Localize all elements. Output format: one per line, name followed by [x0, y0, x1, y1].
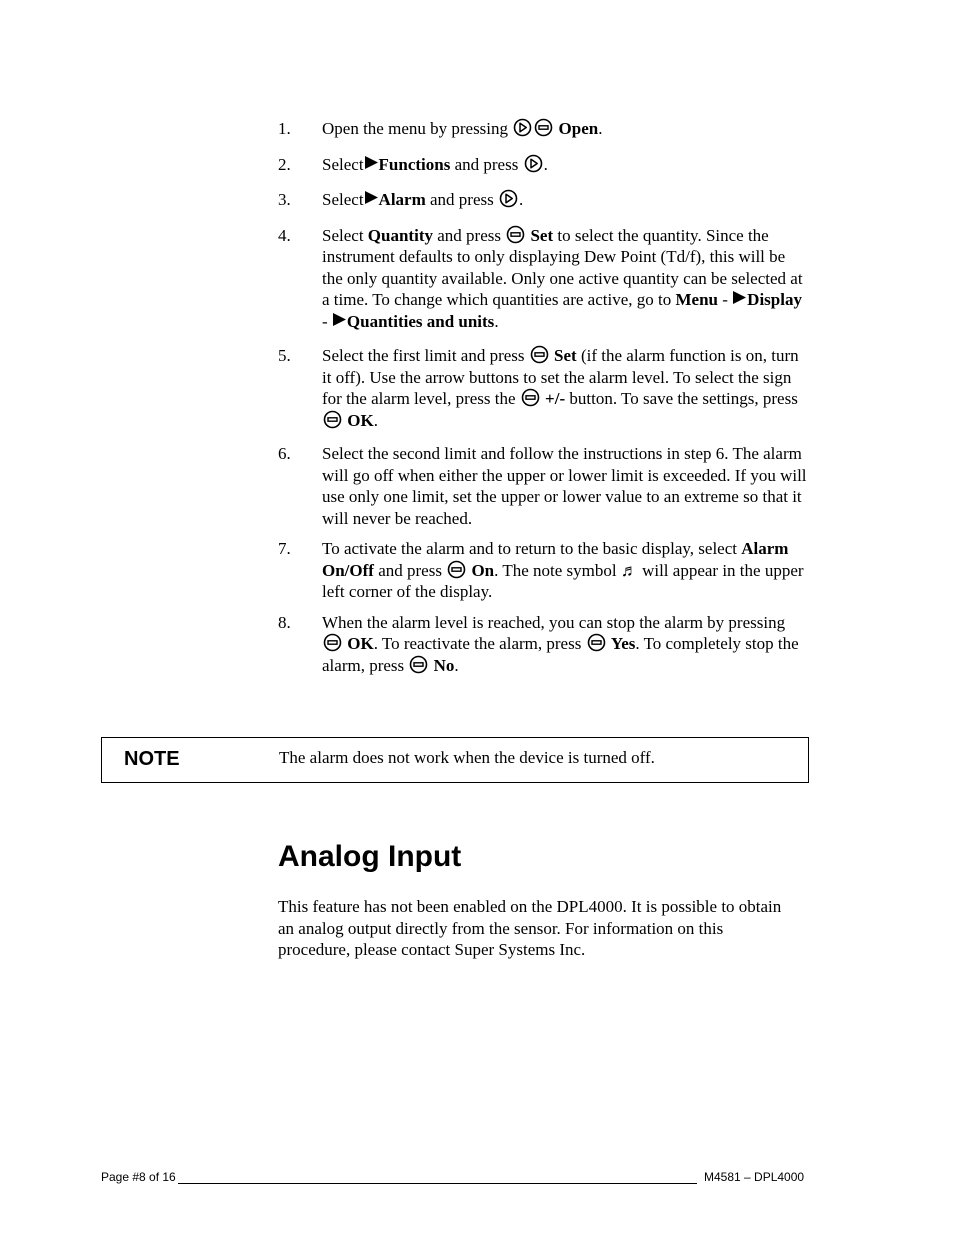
bold-term: Alarm	[378, 190, 426, 209]
list-item-text: Open the menu by pressing Open.	[322, 119, 603, 138]
bold-term: Quantity	[367, 225, 433, 245]
minus-button-icon	[506, 225, 525, 244]
minus-button-icon	[409, 655, 428, 674]
list-item-text: Select the first limit and press Set (if the alarm function is on, turn it off). Use the arrow buttons to set the alarm level. To select the sign for the alarm level, press the +/- button. To save the settings, press OK.	[322, 346, 799, 430]
play-button-icon	[499, 189, 518, 208]
list-item	[278, 225, 810, 333]
list-item-number: 5.	[278, 346, 291, 365]
menu-pointer-icon	[332, 312, 347, 327]
minus-button-icon	[323, 410, 342, 429]
bold-term: OK	[347, 634, 374, 653]
section-heading: Analog Input	[278, 840, 462, 873]
minus-button-icon	[521, 388, 540, 407]
list-item	[278, 345, 810, 431]
bold-term: Set	[554, 346, 577, 365]
minus-button-icon	[534, 118, 553, 137]
list-item	[278, 443, 810, 529]
list-item-text: Select Functions and press .	[322, 154, 548, 174]
note-box	[101, 737, 809, 783]
footer-page-number: Page #8 of 16	[101, 1170, 176, 1184]
list-item-number: 4.	[278, 225, 291, 245]
bold-term: Open	[558, 119, 599, 138]
list-item-text: When the alarm level is reached, you can stop the alarm by pressing OK. To reactivate the alarm, press Yes. To completely stop the alarm, press No.	[322, 612, 799, 675]
list-item-number: 1.	[278, 119, 291, 138]
list-item-number: 2.	[278, 154, 291, 174]
list-item	[278, 189, 810, 211]
list-item	[278, 154, 810, 176]
section-body: This feature has not been enabled on the DPL4000. It is possible to obtain an analog output directly from the sensor. For information on this procedure, please contact Super Systems Inc.	[278, 897, 782, 959]
menu-pointer-icon	[732, 290, 747, 305]
bold-term: OK	[347, 410, 374, 430]
bold-term: Yes	[610, 634, 636, 653]
list-item	[278, 612, 810, 677]
list-item-text: To activate the alarm and to return to the basic display, select Alarm On/Off and press On. The note symbol ♬ will appear in the upper left corner of the display.	[322, 539, 804, 601]
list-item	[278, 118, 810, 140]
minus-button-icon	[323, 633, 342, 652]
list-item-number: 8.	[278, 612, 291, 632]
play-button-icon	[513, 118, 532, 137]
instruction-list	[278, 118, 810, 676]
list-item-text: Select the second limit and follow the instructions in step 6. The alarm will go off when either the upper or lower limit is exceeded. If you will use only one limit, set the upper or lower value to an extreme so that it will never be reached.	[322, 444, 807, 528]
bold-term: +/-	[545, 389, 566, 408]
play-button-icon	[524, 154, 543, 173]
minus-button-icon	[447, 560, 466, 579]
bold-term: Alarm On/Off	[322, 539, 789, 580]
list-item-number: 7.	[278, 539, 291, 558]
bold-term: Functions	[378, 154, 451, 174]
menu-pointer-icon	[364, 155, 379, 170]
menu-pointer-icon	[364, 190, 379, 205]
list-item-number: 3.	[278, 190, 291, 209]
list-item-text: Select Quantity and press Set to select the quantity. Since the instrument defaults to only displaying Dew Point (Td/f), this will be the only quantity available. Only one active quantity can be selected at a time. To change which quantities are active, go to Menu - Display - Quantities and units.	[322, 225, 803, 331]
bold-term: Set	[530, 225, 554, 245]
list-item-number: 6.	[278, 444, 291, 463]
bold-term: On	[471, 560, 495, 580]
bold-term: Display	[747, 290, 802, 309]
bold-term: Quantities and units	[346, 311, 495, 331]
list-item	[278, 538, 810, 603]
list-item-text: Select Alarm and press .	[322, 190, 524, 209]
footer-rule	[178, 1183, 697, 1184]
minus-button-icon	[587, 633, 606, 652]
bold-term: Menu	[675, 290, 718, 309]
note-label: NOTE	[124, 748, 180, 770]
bold-term: No	[433, 655, 455, 675]
minus-button-icon	[530, 345, 549, 364]
footer-document-id: M4581 – DPL4000	[704, 1170, 805, 1184]
note-text: The alarm does not work when the device is turned off.	[279, 748, 655, 767]
